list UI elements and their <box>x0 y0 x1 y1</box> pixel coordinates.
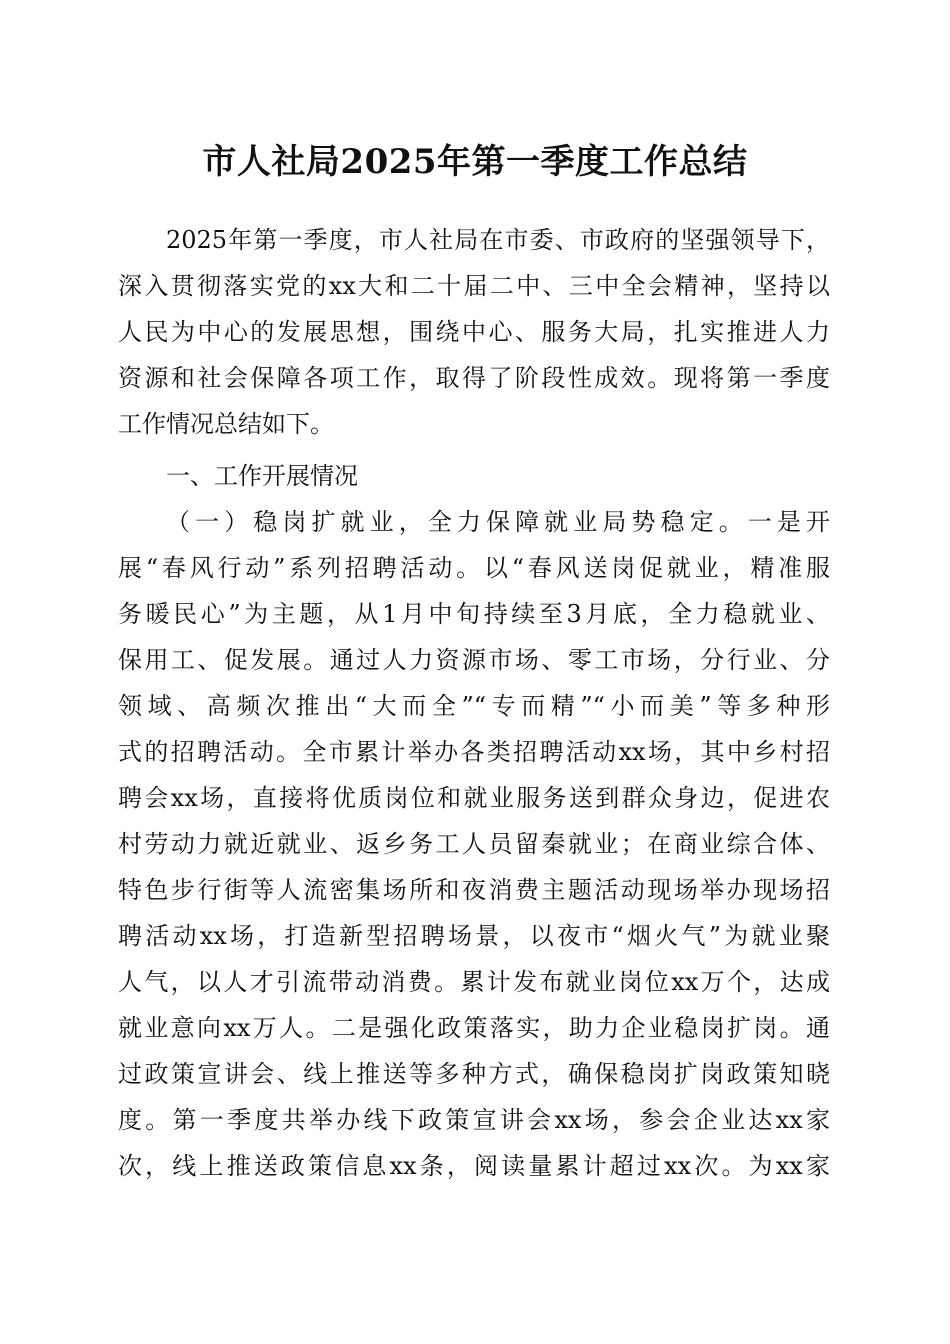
section-line: 度。第一季度共举办线下政策宣讲会xx场，参会企业达xx家 <box>118 1106 830 1134</box>
section-line: （一）稳岗扩就业，全力保障就业局势稳定。一是开 <box>166 508 830 536</box>
section-line: 务暖民心”为主题，从1月中旬持续至3月底，全力稳就业、 <box>118 600 830 628</box>
section-line: 人气，以人才引流带动消费。累计发布就业岗位xx万个，达成 <box>118 968 830 996</box>
section-line: 特色步行街等人流密集场所和夜消费主题活动现场举办现场招 <box>118 876 830 904</box>
document-title: 市人社局2025年第一季度工作总结 <box>202 142 748 182</box>
section-line: 领域、高频次推出“大而全”“专而精”“小而美”等多种形 <box>118 692 830 720</box>
section-line: 保用工、促发展。通过人力资源市场、零工市场，分行业、分 <box>118 646 830 674</box>
intro-line: 资源和社会保障各项工作，取得了阶段性成效。现将第一季度 <box>118 364 830 392</box>
section-line: 就业意向xx万人。二是强化政策落实，助力企业稳岗扩岗。通 <box>118 1014 830 1042</box>
section-line: 展“春风行动”系列招聘活动。以“春风送岗促就业，精准服 <box>118 554 830 582</box>
intro-line: 人民为中心的发展思想，围绕中心、服务大局，扎实推进人力 <box>118 318 830 346</box>
intro-line: 工作情况总结如下。 <box>118 410 334 438</box>
section-line: 过政策宣讲会、线上推送等多种方式，确保稳岗扩岗政策知晓 <box>118 1060 830 1088</box>
intro-line: 2025年第一季度，市人社局在市委、市政府的坚强领导下， <box>166 226 830 254</box>
section-line: 村劳动力就近就业、返乡务工人员留秦就业；在商业综合体、 <box>118 830 830 858</box>
section-line: 式的招聘活动。全市累计举办各类招聘活动xx场，其中乡村招 <box>118 738 830 766</box>
section-line: 聘活动xx场，打造新型招聘场景，以夜市“烟火气”为就业聚 <box>118 922 830 950</box>
section-heading: 一、工作开展情况 <box>166 462 358 490</box>
section-line: 次，线上推送政策信息xx条，阅读量累计超过xx次。为xx家 <box>118 1152 830 1180</box>
intro-line: 深入贯彻落实党的xx大和二十届二中、三中全会精神，坚持以 <box>118 272 830 300</box>
section-line: 聘会xx场，直接将优质岗位和就业服务送到群众身边，促进农 <box>118 784 830 812</box>
